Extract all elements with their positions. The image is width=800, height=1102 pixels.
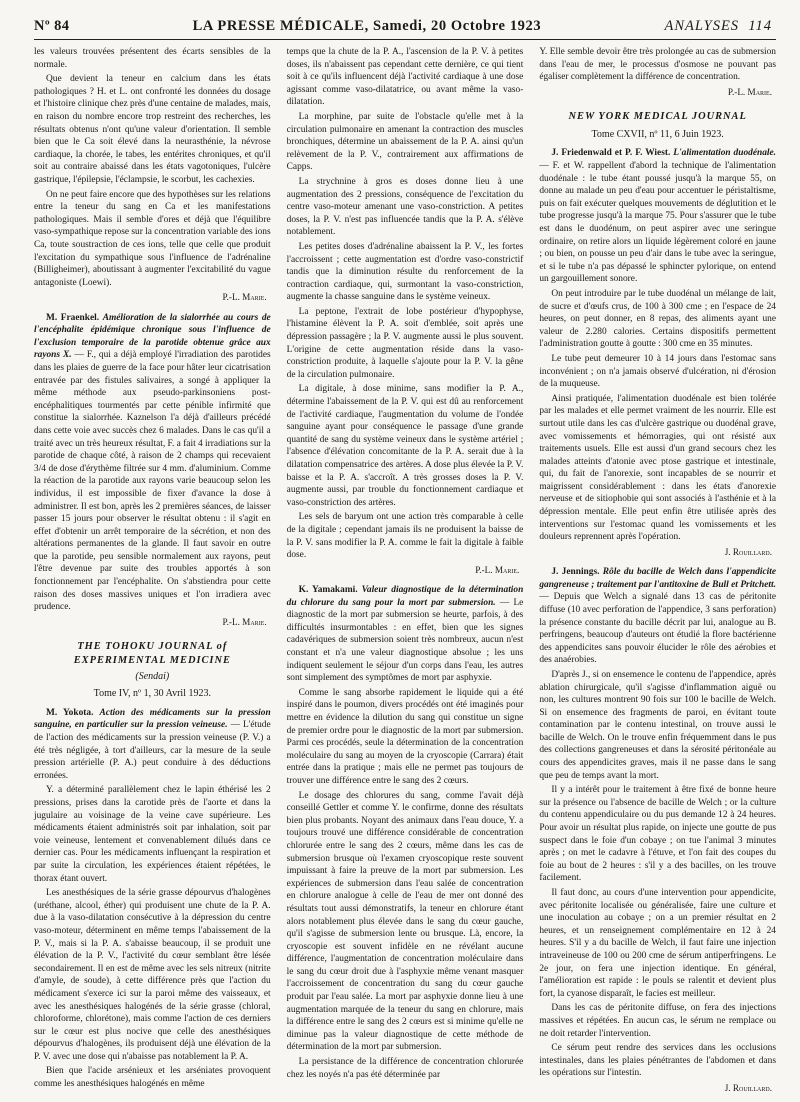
paragraph: les valeurs trouvées présentent des écarts sensibles de la normale. <box>34 47 271 70</box>
abstract-title: Amélioration de la sialorrhée au cours de l'encéphalite épidémique chronique sous l'influence de l'exclusion temporaire de la parotide obtenue grâce aux rayons X. <box>34 312 271 361</box>
signature: P.-L. Marie. <box>727 86 772 97</box>
paragraph: Le tube peut demeurer 10 à 14 jours dans l'estomac sans inconvénient ; on n'a jamais observé d'ulcération, ni d'érosion de la muqueuse. <box>539 353 776 390</box>
paragraph: Les sels de baryum ont une action très comparable à celle de la digitale ; cependant jamais ils ne produisent la baisse de la P. V. sans modifier la P. A. comme le fait la digitale à faible dose. <box>286 512 524 561</box>
page-header <box>34 18 776 35</box>
paragraph: Que devient la teneur en calcium dans les états pathologiques ? H. et L. ont confronté les données du dosage et l'histoire clinique chez près d'une centaine de malades, mais, en raison du nombre encore trop restreint des recherches, les résultats obtenus n'ont qu'une valeur d'orientation. Il semble bien que le Ca soit élevé dans la neurasthénie, la névrose cardiaque, la chorée, le tabes, les entérites chroniques, et qu'il soit au contraire abaissé dans les états vagotoniques, l'ulcère gastrique, l'épilepsie, l'éclampsie, le scorbut, les cachexies. <box>34 74 271 185</box>
signature: J. Rouillard. <box>724 546 772 557</box>
signature: P.-L. Marie. <box>222 616 267 627</box>
abstract-author: M. Fraenkel. <box>46 312 100 323</box>
paragraph: Ce sérum peut rendre des services dans les occlusions intestinales, dans les plaies pénétrantes de l'abdomen et dans les opérations sur l'intestin. <box>539 1043 776 1079</box>
paragraph: La strychnine à gros es doses donne lieu à une augmentation des 2 pressions, conséquence de l'excitation du centre vaso-moteur amenant une vaso-constriction. A petites doses, la P. V. n'est pas influencée tandis que la P. A. s'élève notablement. <box>286 176 524 238</box>
masthead: LA PRESSE MÉDICALE, Samedi, 20 Octobre 1923 <box>192 18 542 34</box>
paragraph: La persistance de la différence de concentration chlorurée chez les noyés n'a pas été déterminée par <box>286 1057 524 1080</box>
signature: J. Rouillard. <box>724 1082 772 1093</box>
abstract-author: J. Jennings. <box>551 567 600 578</box>
paragraph: Les anesthésiques de la série grasse dépourvus d'halogènes (uréthane, alcool, éther) qui produisent une chute de la P. A. due à la vaso-dilatation consécutive à la dépression du centre vaso-moteur, déterminent en même temps l'abaissement de la P. V., mais si la P. A. s'abaisse beaucoup, il se produit une élévation de la P. V., l'activité du cœur semblant être lésée secondairement. Il en est de même avec les sels nitreux (nitrite d'amyle, de soude), à cette différence près que l'action du médicament s'exerce ici sur la paroi même des vaisseaux, et avec les anesthésiques halogénés de la série grasse (chloral, chloroforme, chlorétone), mais comme l'action de ces derniers sur le cœur est plus nocive que celle des anesthésiques dépourvus d'halogènes, ils produisent déjà une élévation de la P. V. avec une dose qui n'abaisse pas notablement la P. A. <box>34 888 271 1062</box>
paragraph: Les petites doses d'adrénaline abaissent la P. V., les fortes l'accroissent ; cette augmentation est d'ordre vaso-constrictif tandis que la diminution résulte du renforcement de la contraction cardiaque, qui, surmontant la vaso-constriction, augmente la chasse sanguine dans le système veineux. <box>286 241 524 303</box>
column-3 <box>539 46 776 1102</box>
column-1 <box>34 46 271 1102</box>
journal-title: NEW YORK MEDICAL JOURNAL <box>568 111 747 123</box>
abstract-text: — F., qui a déjà employé l'irradiation des parotides dans les plaies de guerre de la face pour hâter leur cicatrisation entravée par des fistules salivaires, a songé à appliquer la même méthode aux pseudo-parkinsoniens post-encéphalitiques tourmentés par cette pénible infirmité que constitue la sialorrhée. Kaznelson l'a déjà d'ailleurs précédé dans cette voie avec succès chez 6 malades. Dans le cas qu'il a traité avec un très heureux résultat, F. a fait 4 irradiations sur la parotide de chaque côté, à raison de 2 champs qui recevaient 3/4 de dose d'érythème filtrée sur 4 mm. d'aluminium. Comme la réaction de la parotide aux rayons varie beaucoup selon les individus, il est impossible de fixer d'avance la dose à administrer. Il est bon, après les 2 premières séances, de laisser passer 15 jours pour observer le résultat obtenu : il s'agit en effet d'obtenir un arrêt temporaire de la sécrétion, et non des altérations permanentes de la glande. Il faut savoir en outre que la parotide, peu sensible normalement aux rayons, peut l'être devenue par suite des troubles apportés à son fonctionnement par l'encéphalite. On s'abstiendra pour cette raison des doses massives uniques et l'on irradiera avec prudence. <box>34 350 271 613</box>
abstract-author: J. Friedenwald et P. F. Wiest. <box>551 148 671 159</box>
abstract-text: — F. et W. rappellent d'abord la technique de l'alimentation duodénale : le tube étant poussé jusqu'à la marque 55, on donne au malade un peu d'eau pour accentuer le péristaltisme, puis on fait exécuter quelques mouvements de déglutition et le tube progresse jusqu'à la marque 75. Pour s'assurer que le tube est dans le duodénum, on peut aspirer avec une seringue ordinaire, on retire alors un liquide légèrement coloré en jaune ; ou bien, on pousse un peu d'air dans le tube avec la seringue, et si le tube n'a pas dépassé le sphincter pylorique, on entend un gargouillement sonore. <box>539 161 776 285</box>
abstract-paragraph <box>34 312 271 614</box>
paragraph: temps que la chute de la P. A., l'ascension de la P. V. à petites doses, ils n'abaissent pas cependant cette dernière, ce qui tient soit à ce qu'ils influencent déjà l'activité cardiaque à une dose agissant comme vaso-dilatatrice, ou avant même la vaso-dilatation. <box>286 47 524 108</box>
page-number: 114 <box>748 18 772 34</box>
signature: P.-L. Marie. <box>475 564 520 575</box>
paragraph: On ne peut faire encore que des hypothèses sur les relations entre la teneur du sang en Ca et les manifestations pathologiques. Mais il semble d'ores et déjà que l'équilibre vaso-sympathique repose sur la concentration variable des ions Ca, toute soustraction de ces ions, telle que celle que produit l'excitation du sympathique sous l'influence de l'adrénaline (Billigheimer), aboutissant à augmenter l'excitabilité du vague antagoniste (Loewi). <box>34 189 271 288</box>
paragraph: Il faut donc, au cours d'une intervention pour appendicite, avec péritonite localisée ou généralisée, faire une culture et une inoculation au cobaye ; on a un premier résultat en 2 heures, et un renseignement complémentaire en 12 à 24 heures. S'il y a du bacille de Welch, il faut faire une injection intraveineuse de 100 ou 200 cme de sérum antiperfringens. Le 2e jour, on fera une injection identique. En général, l'amélioration est rapide : le pouls se ralentit et devient plus fort, la cyanose disparaît, le facies est meilleur. <box>539 888 776 999</box>
paragraph: Comme le sang absorbe rapidement le liquide qui a été inspiré dans le poumon, divers procédés ont été imaginés pour mettre en évidence la dilution du sang qui constitue un signe de premier ordre pour le diagnostic de la mort par submersion. Parmi ces procédés, seule la détermination de la concentration moléculaire du sang au moyen de la cryoscopie (Carrara) était entrée dans la pratique ; mais elle ne permet pas toujours de trouver une différence entre le sang des 2 cœurs. <box>286 687 524 786</box>
abstract-author: K. Yamakami. <box>298 585 358 596</box>
paragraph: Il y a intérêt pour le traitement à être fixé de bonne heure sur la présence ou l'absence de bacille de Welch ; or la culture du contenu appendiculaire ou du pus demande 12 à 24 heures. Pour avoir un résultat plus rapide, on injecte une goutte de pus suspect dans le foie d'un cobaye ; on tue l'animal 3 minutes après ; on met le cadavre à l'étuve, et l'on fait des coupes du foie au bout de 2 heures : s'il y a des bacilles, on les trouve facilement. <box>539 785 776 884</box>
paragraph: Le dosage des chlorures du sang, comme l'avait déjà conseillé Gettler et comme Y. le confirme, donne des résultats bien plus probants. Noyant des animaux dans l'eau douce, Y. a toujours trouvé une différence considérable de concentration chlorurée entre le sang des 2 cœurs, même dans les cas de submersion brusque où l'examen cryoscopique reste souvent impuissant à faire la preuve de la mort par submersion. Les expériences de submersion dans l'eau salée de concentration en chlorure analogue à celle de l'eau de mer ont donné des résultats tout aussi démonstratifs, la teneur en chlorure étant alors notablement plus élevée dans le sang du cœur gauche, qu'il s'agisse de submersion lente ou brusque. Là, encore, la cryoscopie est souvent infidèle en ne révélant aucune différence, l'augmentation de concentration moléculaire dans le sang du cœur droit due à l'asphyxie même venant masquer l'accroissement de concentration du sang du cœur gauche produit par l'eau salée. La mort par asphyxie donne lieu à une augmentation marquée de la teneur du sang en chlorure, mais la différence entre le sang des 2 cœurs est si minime qu'elle ne diminue pas la valeur diagnostique de cette méthode de détermination de la mort par submersion. <box>286 790 524 1053</box>
abstract-text: — Le diagnostic de la mort par submersion se heurte, parfois, à des difficultés insurmontables : en effet, bien que les signes cadavériques de submersion soient très nombreux, aucun n'est constant et n'a une valeur diagnostique absolue ; les uns indiquent seulement le séjour d'un corps dans l'eau, les autres sont simplement des symptômes de mort par asphyxie. <box>286 597 524 684</box>
paragraph: Y. Elle semble devoir être très prolongée au cas de submersion dans l'eau de mer, le processus d'osmose ne pouvant pas égaliser complètement la différence de concentration. <box>539 47 776 83</box>
paragraph: Dans les cas de péritonite diffuse, on fera des injections massives et répétées. En aucun cas, le sérum ne remplace ou ne doit retarder l'intervention. <box>539 1003 776 1039</box>
paragraph: Y. a déterminé parallèlement chez le lapin éthérisé les 2 pressions, prises dans la carotide près de l'aorte et dans la jugulaire au voisinage de la veine cave supérieure. Les médicaments étaient administrés soit par inhalation, soit par voie veineuse, lentement et convenablement dilués dans ce dernier cas. Pour les médicaments influençant la respiration et par suite la circulation, les expériences étaient répétées, le thorax étant ouvert. <box>34 785 271 884</box>
paragraph: Bien que l'acide arsénieux et les arséniates provoquent comme les anesthésiques halogénés en même <box>34 1066 271 1090</box>
abstract-title: Action des médicaments sur la pression sanguine, en particulier sur la pression veineuse. <box>34 707 271 731</box>
abstract-paragraph <box>539 566 776 667</box>
abstract-paragraph <box>287 584 524 685</box>
paragraph: D'après J., si on ensemence le contenu de l'appendice, après ablation chirurgicale, qu'il s'agisse d'inflammation aiguë ou non, les cultures montrent 90 fois sur 100 le bacille de Welch. Si on ensemence des fragments de paroi, en évitant toute contamination par le contenu intestinal, on trouve aussi le bacille de Welch. On le trouve enfin fréquemment dans le pus des collections gangreneuses et dans la sérosité péritonéale au cours des appendicites graves, mais il ne passe dans le sang que peu de temps avant la mort. <box>539 669 776 781</box>
abstract-paragraph <box>539 147 776 286</box>
issue-number: Nº 84 <box>34 18 70 34</box>
section-name: ANALYSES <box>664 18 740 34</box>
journal-subtitle: (Sendai) <box>135 671 170 683</box>
header-rule <box>34 39 776 40</box>
abstract-title: L'alimentation duodénale. <box>673 148 777 159</box>
abstract-title: Valeur diagnostique de la détermination du chlorure du sang pour la mort par submersion. <box>286 585 524 608</box>
signature: P.-L. Marie. <box>222 292 267 303</box>
abstract-paragraph <box>34 707 271 783</box>
abstract-title: Rôle du bacille de Welch dans l'appendicite gangreneuse ; traitement par l'antitoxine de Bull et Pritchett. <box>539 567 777 590</box>
column-2 <box>287 46 524 1102</box>
journal-issue: Tome IV, nº 1, 30 Avril 1923. <box>93 688 211 700</box>
journal-issue: Tome CXVII, nº 11, 6 Juin 1923. <box>591 129 724 141</box>
paragraph: La peptone, l'extrait de lobe postérieur d'hypophyse, l'histamine élèvent la P. A. soit d'emblée, soit après une dépression passagère ; la P. V. augmente aussi le plus souvent. L'origine de cette augmentation réside dans la vaso-constriction produite, à laquelle s'ajoute pour la P. V. la gêne de la circulation pulmonaire. <box>286 306 524 380</box>
paragraph: La digitale, à dose minime, sans modifier la P. A., détermine l'abaissement de la P. V. qui est dû au renforcement de l'activité cardiaque, l'augmentation du volume de l'ondée sanguine ayant pour conséquence le passage d'une grande quantité de sang du système veineux dans le système artériel ; l'absence d'élévation concomitante de la P. A. serait due à la dilatation compensatrice des artères. A dose plus élevée la P. V. baisse et la P. A. s'accroît. A très grosses doses la P. V. augmente aussi, par trouble du fonctionnement cardiaque et vaso-constriction des artères. <box>286 384 524 508</box>
paragraph: Ainsi pratiquée, l'alimentation duodénale est bien tolérée par les malades et elle permet vraiment de les nourrir. Elle est surtout utile dans les cas d'ulcère gastrique ou duodénal grave, avec vomissements et hémorragies, qui ont résisté aux traitements usuels. Elle est aussi d'un grand secours chez les malades atteints d'atonie avec ptose gastrique et intestinale, qui, du fait de l'anorexie, sont incapables de se nourrir et maigrissent considérablement : dans les états d'anorexie nerveuse et de sitiophobie qui sont associés à l'asthénie et à la dépression mentale. Elle peut enfin être utilisée après des interventions sur l'estomac quand les vomissements et les douleurs reprennent après l'opération. <box>539 393 776 543</box>
abstract-author: M. Yokota. <box>46 707 94 718</box>
columns <box>34 46 777 1093</box>
section-page <box>664 18 772 35</box>
abstract-text: — L'étude de l'action des médicaments sur la pression veineuse (P. V.) a été très négligée, à tort d'ailleurs, car la mesure de la seule pression artérielle (P. A.) peut conduire à des déductions erronées. <box>34 720 271 781</box>
paragraph: La morphine, par suite de l'obstacle qu'elle met à la circulation pulmonaire en amenant la contraction des muscles bronchiques, détermine un abaissement de la P. A. ainsi qu'un relèvement de la P. V., contrairement aux affirmations de Capps. <box>286 111 524 173</box>
abstract-text: — Depuis que Welch a signalé dans 13 cas de péritonite diffuse (10 avec perforation de l'appendice, 3 sans perforation) la présence constante du bacille décrit par lui, analogue au B. perfringens, beaucoup d'auteurs ont étudié la flore bactérienne des appendicites sans pouvoir élucider le rôle des aérobies et des anaérobies. <box>539 592 776 666</box>
journal-title: THE TOHOKU JOURNAL of EXPERIMENTAL MEDICINE <box>73 641 231 667</box>
paragraph: On peut introduire par le tube duodénal un mélange de lait, de sucre et d'œufs crus, de 100 à 300 cme ; en l'espace de 24 heures, on peut donner, en 8 repas, des aliments ayant une valeur de 2.280 calories. Certains dispositifs permettent l'administration goutte à goutte : 300 cme en 35 minutes. <box>539 288 776 350</box>
